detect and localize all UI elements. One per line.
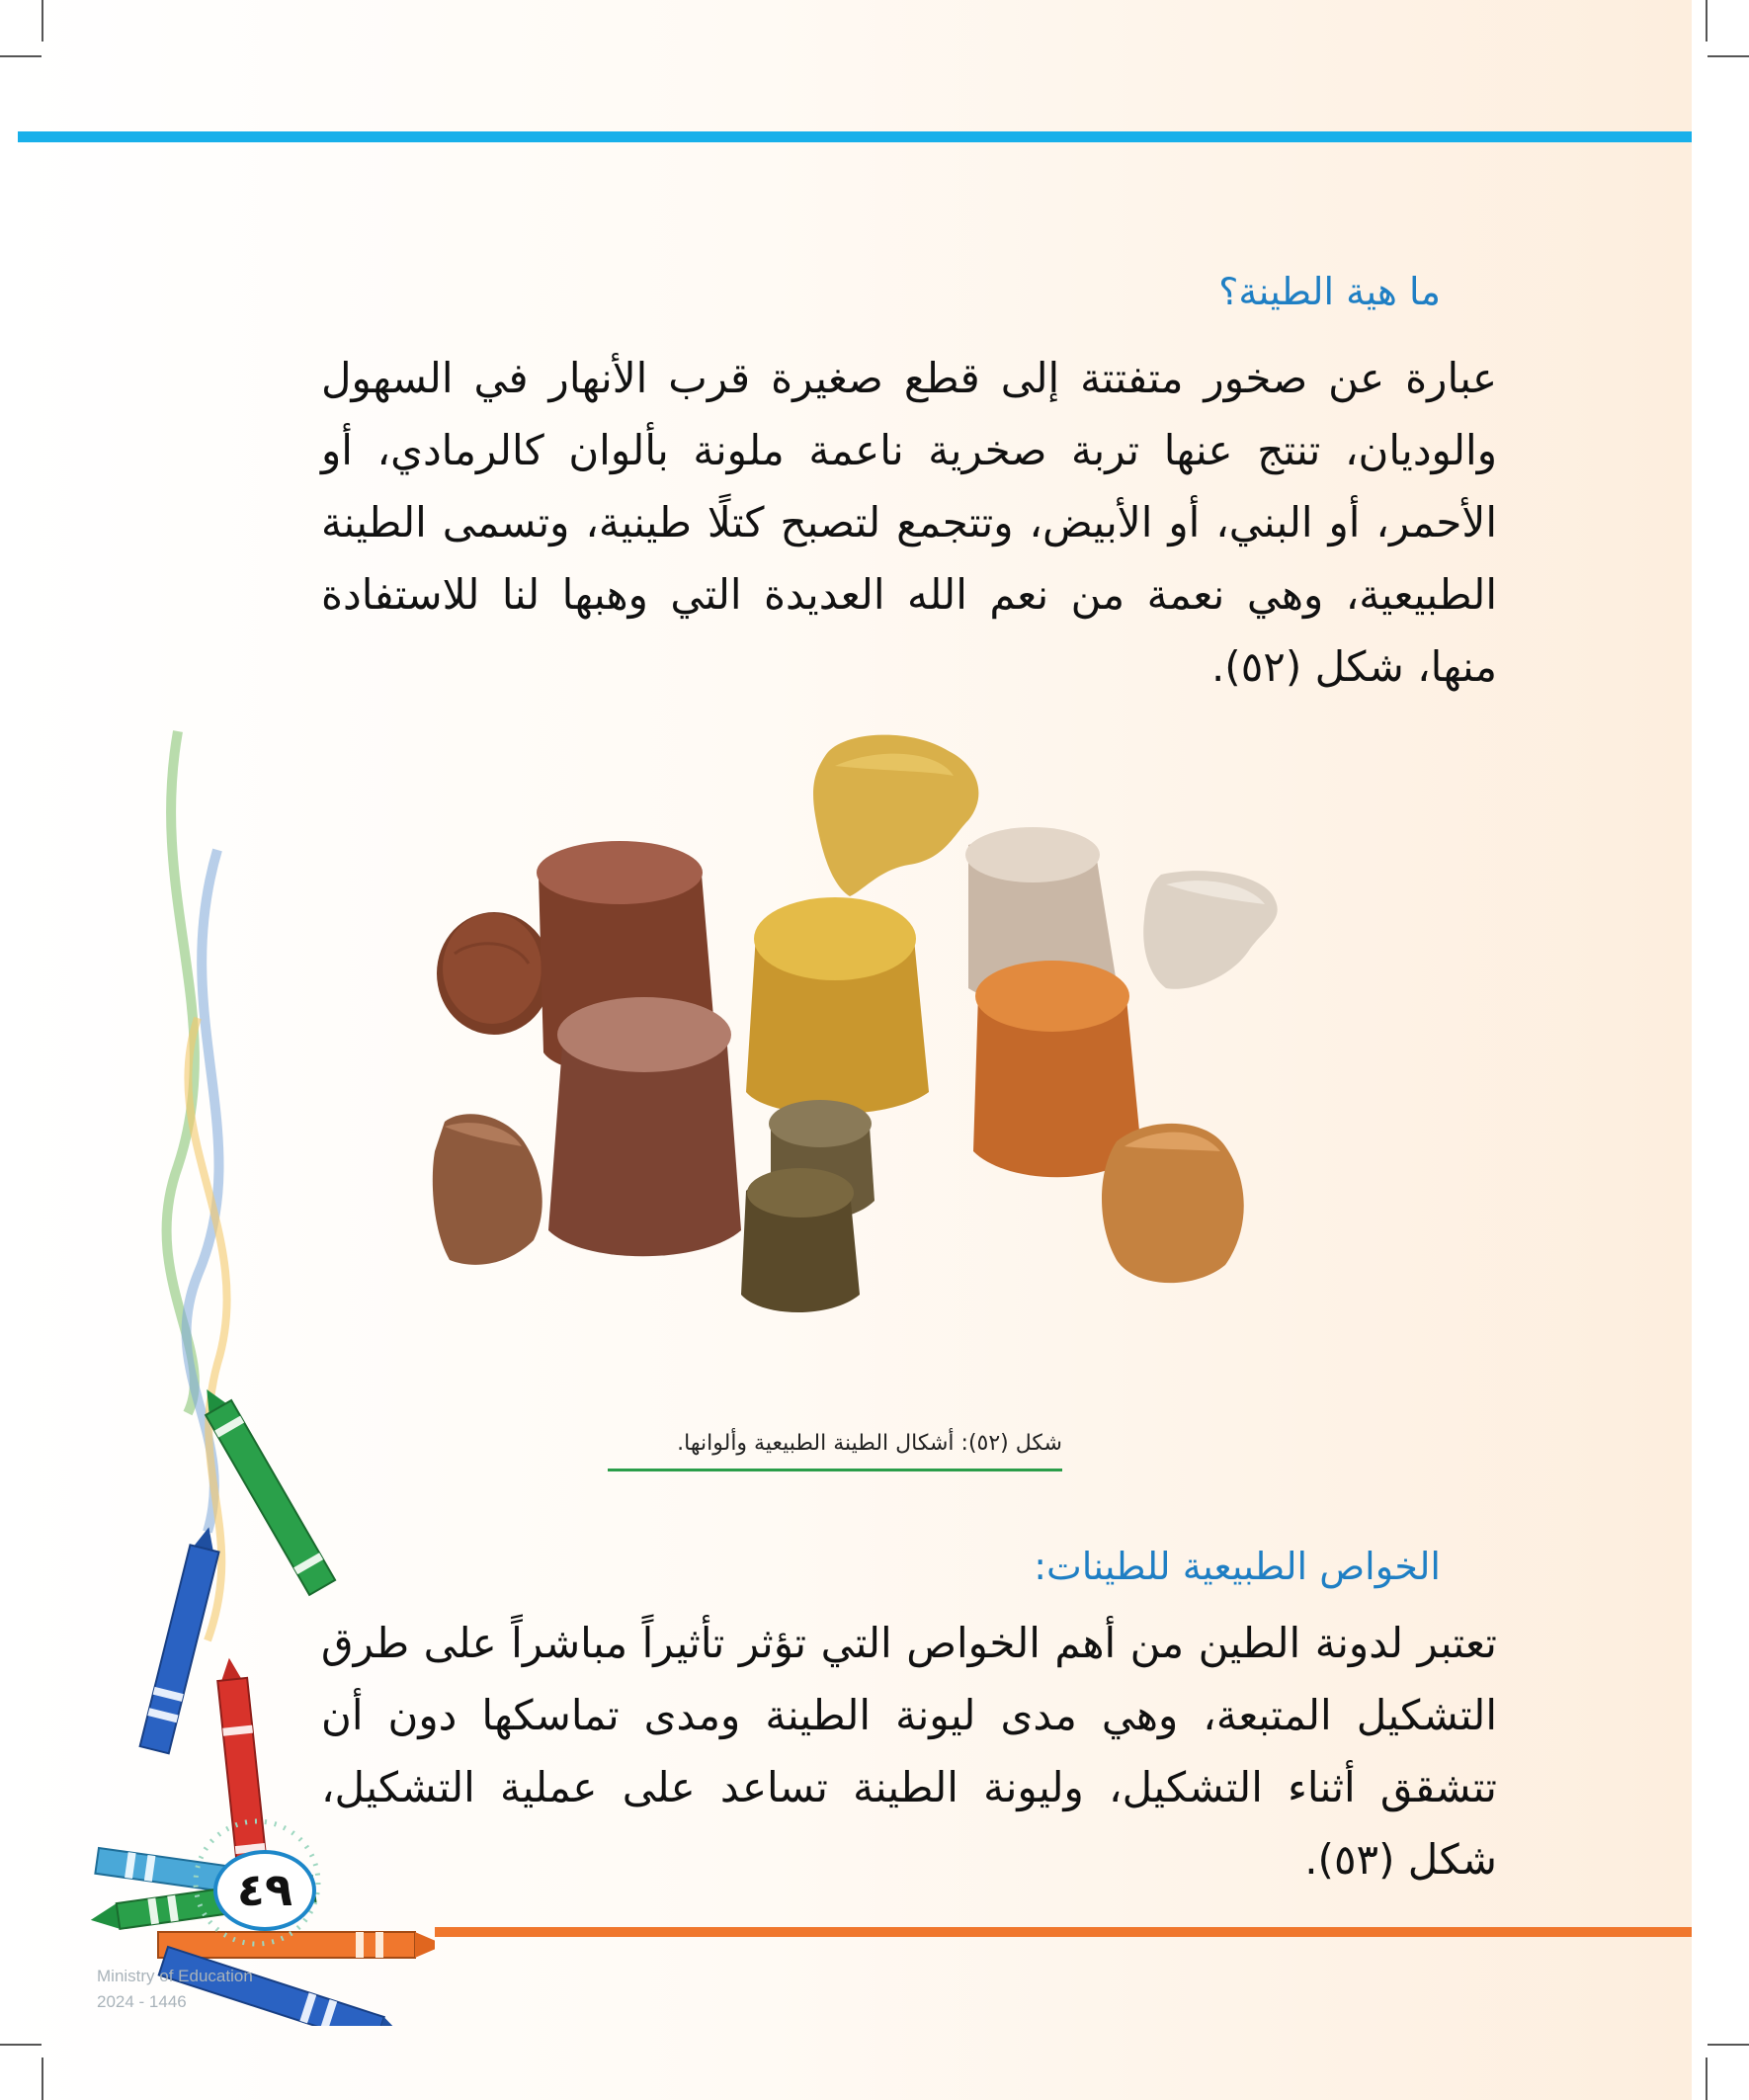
top-rule xyxy=(18,131,1692,142)
page-number: ٤٩ xyxy=(213,1850,316,1931)
crop-mark xyxy=(0,2044,42,2046)
crop-mark xyxy=(42,0,43,42)
crop-mark xyxy=(0,55,42,57)
section-heading-physical-properties: الخواص الطبيعية للطينات: xyxy=(1034,1545,1441,1588)
crayon-red-icon xyxy=(215,1656,268,1878)
crop-mark xyxy=(1707,55,1749,57)
section-paragraph-clay-definition: عبارة عن صخور متفتتة إلى قطع صغيرة قرب الأنهار في السهول والوديان، تنتج عنها تربة صخرية ناعمة ملونة بألوان كالرمادي، أو الأحمر، أو البني، أو الأبيض، وتتجمع لتصبح كتلًا طينية، وتسمى الطينة الطبيعية، وهي نعمة من نعم الله العديدة التي وهبها لنا للاستفادة منها، شكل (٥٢). xyxy=(321,354,1497,691)
year-watermark: 2024 - 1446 xyxy=(97,1992,187,2011)
figure-caption: شكل (٥٢): أشكال الطينة الطبيعية وألوانها. xyxy=(677,1431,1062,1456)
page-margin xyxy=(1692,0,1749,2100)
crayons-decoration xyxy=(59,721,435,2026)
bottom-rule xyxy=(435,1927,1692,1937)
section-paragraph-plasticity: تعتبر لدونة الطين من أهم الخواص التي تؤثر تأثيراً مباشراً على طرق التشكيل المتبعة، وهي مدى ليونة الطينة ومدى تماسكها دون أن تتشقق أثناء التشكيل، وليونة الطينة تساعد على عملية التشكيل، شكل (٥٣). xyxy=(321,1619,1497,1884)
clay-blocks-photo xyxy=(415,726,1344,1319)
section-heading-what-is-clay: ما هية الطينة؟ xyxy=(1218,270,1441,313)
crayon-orange-icon xyxy=(158,1932,435,1958)
crop-mark xyxy=(1706,0,1707,42)
caption-underline xyxy=(608,1469,1062,1471)
ministry-watermark: Ministry of Education xyxy=(97,1967,253,1985)
crop-mark xyxy=(1707,2044,1749,2046)
crop-mark xyxy=(42,2058,43,2100)
crop-mark xyxy=(1706,2058,1707,2100)
